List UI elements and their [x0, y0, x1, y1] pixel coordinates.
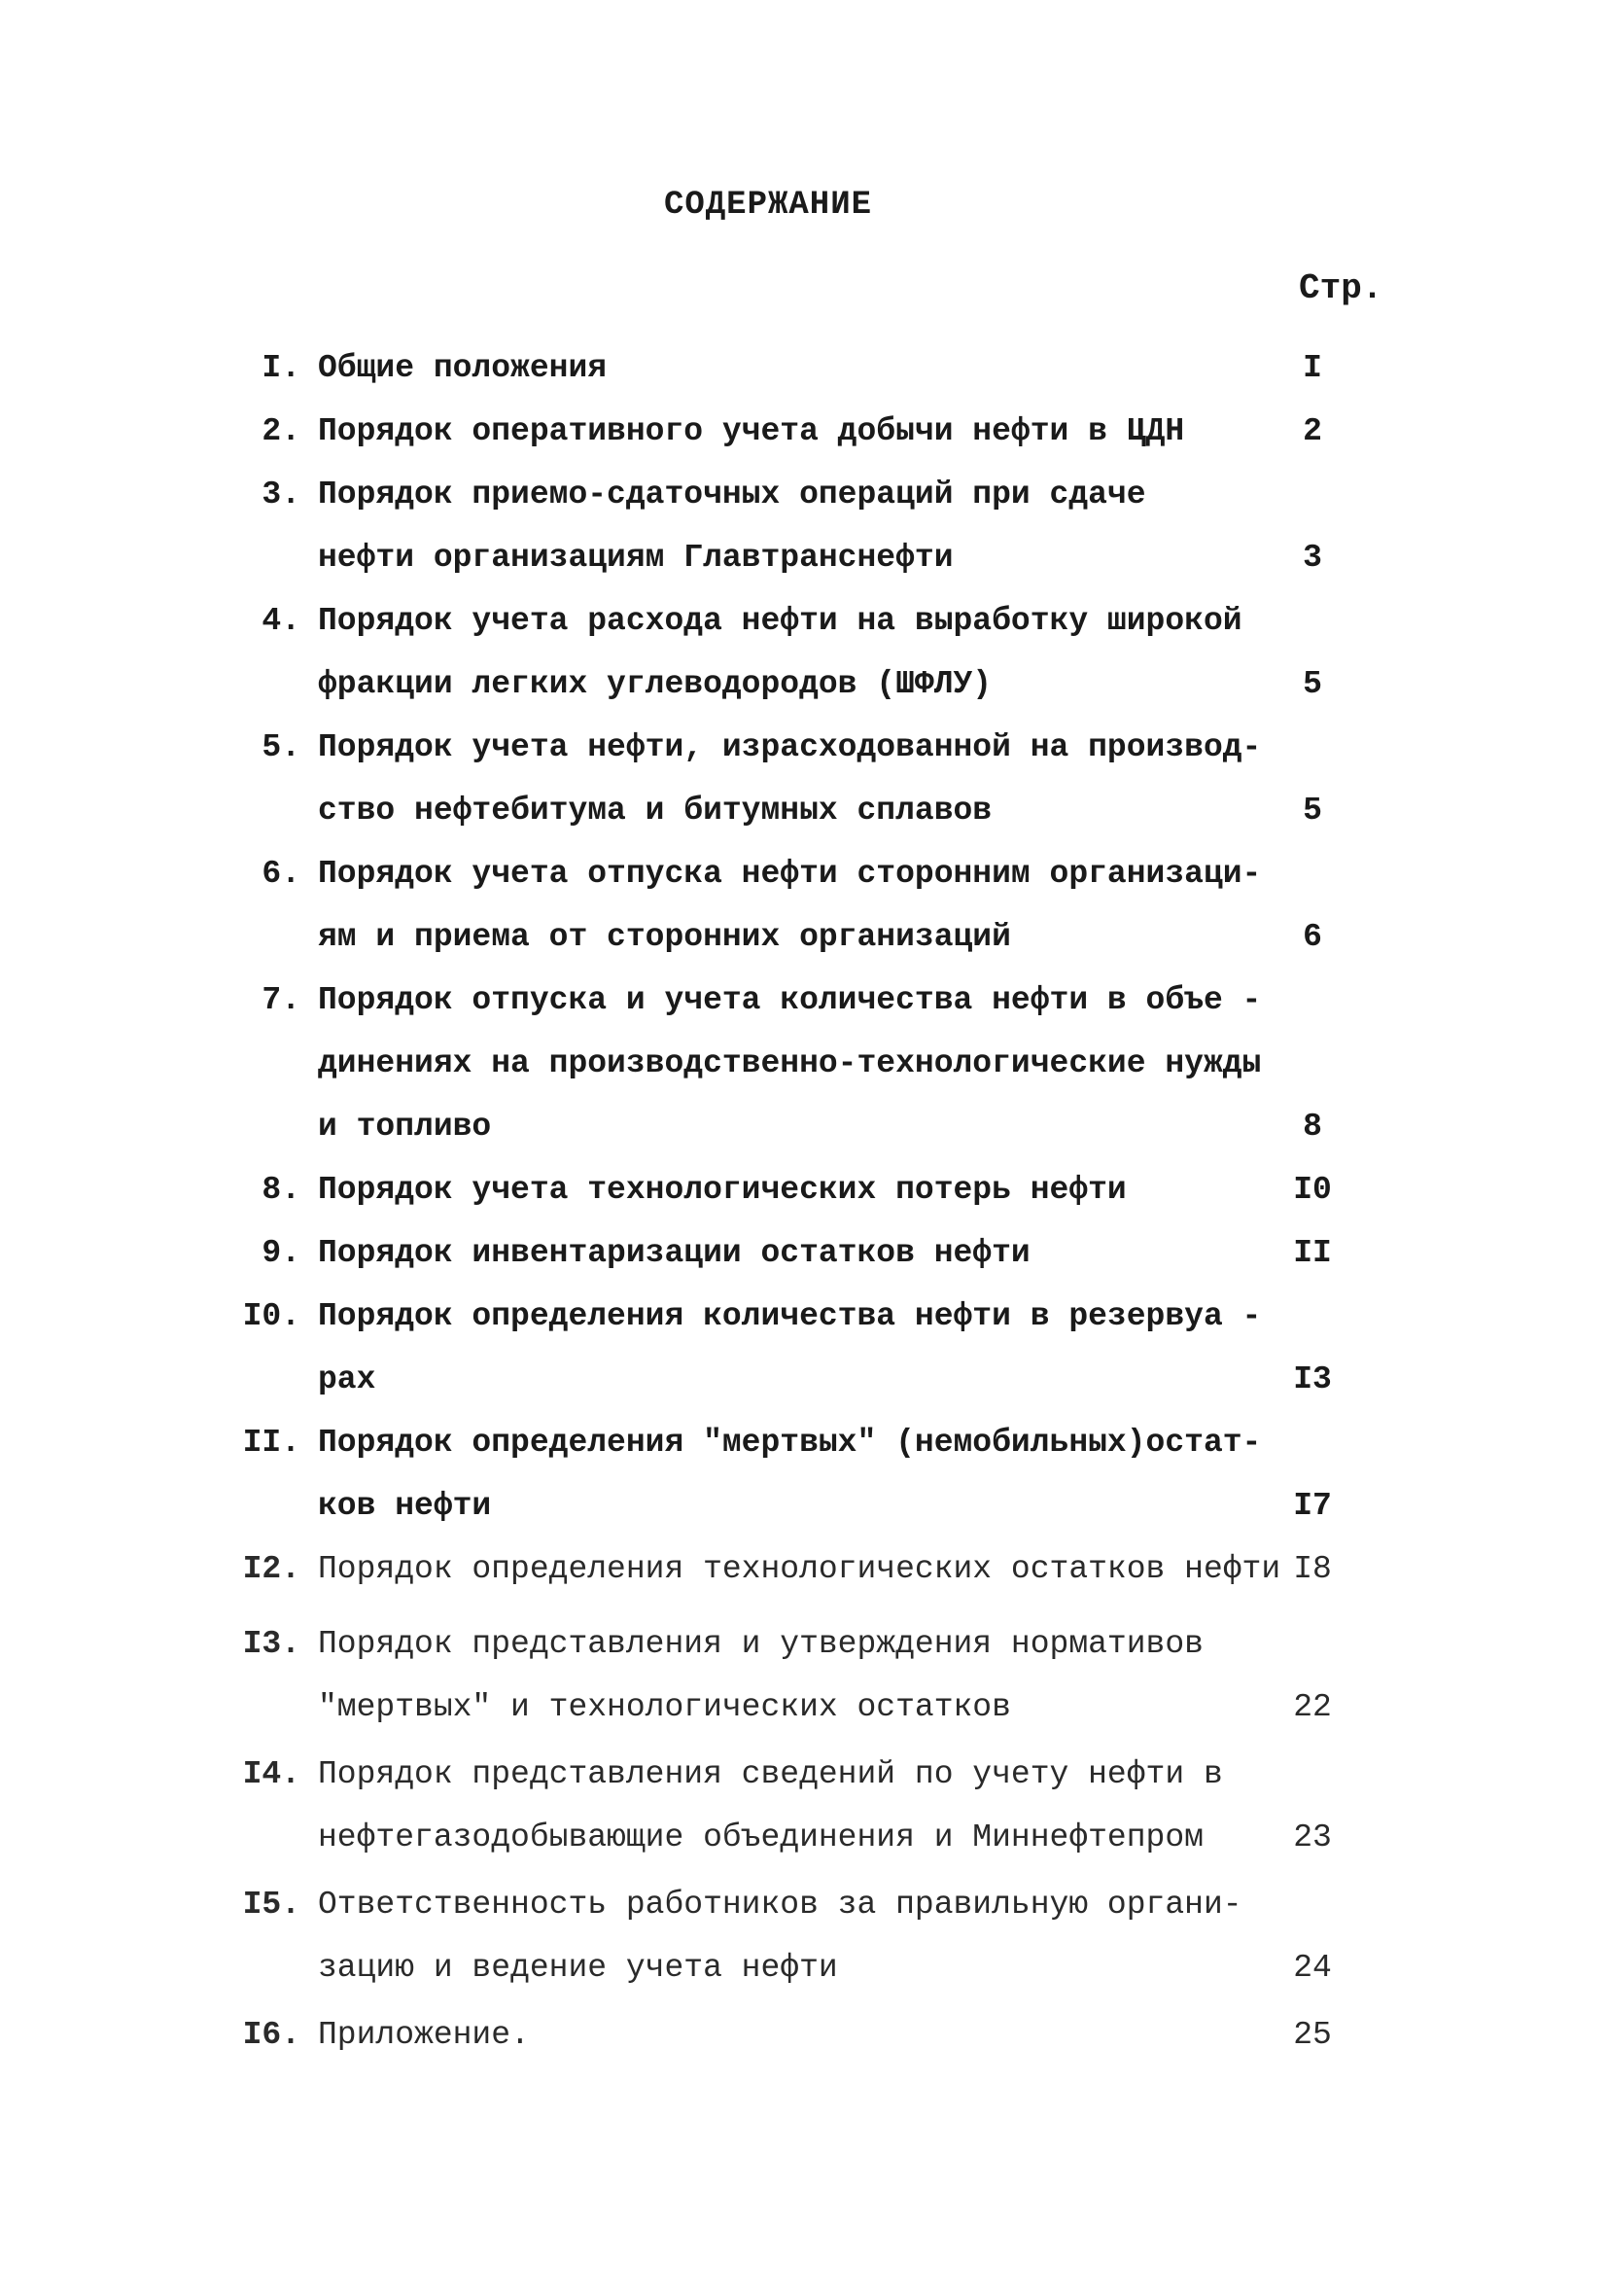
toc-entry — [0, 589, 1608, 716]
toc-entry-line — [0, 1221, 1608, 1285]
toc-entry-page: 25 — [1293, 2017, 1332, 2053]
toc-entry-page: 24 — [1293, 1950, 1332, 1986]
toc-entry — [0, 716, 1608, 842]
toc-entry — [0, 463, 1608, 589]
toc-entry-number: I. — [262, 350, 300, 386]
toc-entry-number: 5. — [262, 729, 300, 765]
toc-entry-line — [0, 653, 1608, 716]
toc-entry-text: нефти организациям Главтранснефти — [318, 540, 954, 576]
toc-entry-text: Порядок учета расхода нефти на выработку широкой — [318, 603, 1242, 639]
toc-entry-line — [0, 2003, 1608, 2066]
toc-entry-line — [0, 1285, 1608, 1348]
toc-entry-page: I3 — [1293, 1361, 1332, 1397]
toc-entry — [0, 1221, 1608, 1285]
toc-entry-line — [0, 1806, 1608, 1869]
toc-entry-line — [0, 1743, 1608, 1806]
toc-entry-line — [0, 463, 1608, 526]
toc-entry-text: Порядок оперативного учета добычи нефти в ЦДН — [318, 413, 1185, 449]
toc-entry-text: Порядок отпуска и учета количества нефти в объе - — [318, 982, 1262, 1018]
toc-entry-number: I6. — [242, 2017, 300, 2053]
toc-entry-line — [0, 526, 1608, 589]
toc-entry-page: 5 — [1303, 666, 1322, 702]
toc-entry-page: I0 — [1293, 1172, 1332, 1208]
toc-entry — [0, 1158, 1608, 1221]
toc-entry-text: ство нефтебитума и битумных сплавов — [318, 793, 993, 829]
toc-entry-number: 9. — [262, 1235, 300, 1271]
toc-entry-line — [0, 1936, 1608, 1999]
toc-entry-text: Порядок учета отпуска нефти сторонним организаци- — [318, 856, 1262, 892]
toc-entry-text: фракции легких углеводородов (ШФЛУ) — [318, 666, 993, 702]
toc-entry-text: динениях на производственно-технологические нужды — [318, 1045, 1262, 1081]
toc-entry — [0, 400, 1608, 463]
toc-entry-text: Приложение. — [318, 2017, 530, 2053]
toc-entry-text: Ответственность работников за правильную органи- — [318, 1887, 1242, 1923]
toc-entry — [0, 336, 1608, 400]
toc-entry-line — [0, 589, 1608, 653]
toc-entry-number: I2. — [242, 1551, 300, 1587]
toc-entry-number: I0. — [242, 1298, 300, 1334]
toc-entry-page: 22 — [1293, 1689, 1332, 1725]
toc-entry — [0, 1743, 1608, 1869]
toc-entry-number: I3. — [242, 1626, 300, 1662]
toc-entry-text: Порядок представления и утверждения нормативов — [318, 1626, 1204, 1662]
toc-entry — [0, 1873, 1608, 1999]
toc-entry-line — [0, 905, 1608, 969]
toc-entry-line — [0, 1348, 1608, 1411]
toc-entry-text: и топливо — [318, 1109, 492, 1145]
toc-entry-page: 3 — [1303, 540, 1322, 576]
toc-entry-line — [0, 1474, 1608, 1537]
toc-entry-line — [0, 779, 1608, 842]
toc-entry-number: 2. — [262, 413, 300, 449]
toc-entry-page: 5 — [1303, 793, 1322, 829]
toc-entry-line — [0, 1676, 1608, 1739]
toc-entry-text: ям и приема от сторонних организаций — [318, 919, 1011, 955]
toc-entry-line — [0, 1873, 1608, 1936]
toc-entry-page: 2 — [1303, 413, 1322, 449]
toc-entry-number: 8. — [262, 1172, 300, 1208]
toc-entry-line — [0, 969, 1608, 1032]
toc-entry-text: Порядок учета технологических потерь нефти — [318, 1172, 1127, 1208]
toc-entry — [0, 1285, 1608, 1411]
toc-entry-text: Порядок определения количества нефти в резервуа - — [318, 1298, 1262, 1334]
table-of-contents — [0, 336, 1608, 2066]
toc-entry-text: Порядок приемо-сдаточных операций при сдаче — [318, 477, 1146, 512]
toc-entry-number: 3. — [262, 477, 300, 512]
toc-entry-text: Порядок представления сведений по учету нефти в — [318, 1756, 1223, 1792]
toc-entry-number: II. — [242, 1425, 300, 1461]
toc-entry-line — [0, 1537, 1608, 1601]
toc-entry-number: 4. — [262, 603, 300, 639]
toc-entry-line — [0, 1032, 1608, 1095]
toc-entry-page: I8 — [1293, 1551, 1332, 1587]
toc-entry-number: 7. — [262, 982, 300, 1018]
toc-entry-line — [0, 1612, 1608, 1676]
toc-entry-line — [0, 716, 1608, 779]
toc-entry-line — [0, 400, 1608, 463]
toc-entry-line — [0, 842, 1608, 905]
toc-entry-text: Порядок учета нефти, израсходованной на производ- — [318, 729, 1262, 765]
toc-entry-line — [0, 1411, 1608, 1474]
page-column-label: Стр. — [1299, 268, 1383, 308]
toc-entry-text: Порядок определения "мертвых" (немобильных)остат- — [318, 1425, 1262, 1461]
toc-entry — [0, 1612, 1608, 1739]
toc-entry-text: "мертвых" и технологических остатков — [318, 1689, 1011, 1725]
toc-entry — [0, 842, 1608, 969]
toc-entry-number: I4. — [242, 1756, 300, 1792]
toc-entry-line — [0, 1095, 1608, 1158]
toc-entry — [0, 2003, 1608, 2066]
toc-entry-page: I7 — [1293, 1488, 1332, 1524]
page-title: СОДЕРЖАНИЕ — [663, 187, 873, 224]
toc-entry — [0, 1537, 1608, 1601]
toc-entry — [0, 1411, 1608, 1537]
toc-entry-page: 8 — [1303, 1109, 1322, 1145]
toc-entry-text: зацию и ведение учета нефти — [318, 1950, 838, 1986]
toc-entry — [0, 969, 1608, 1158]
toc-entry-text: Порядок определения технологических остатков нефти — [318, 1551, 1281, 1587]
toc-entry-number: 6. — [262, 856, 300, 892]
toc-entry-page: 23 — [1293, 1819, 1332, 1855]
toc-entry-line — [0, 336, 1608, 400]
toc-entry-text: Общие положения — [318, 350, 608, 386]
toc-entry-text: Порядок инвентаризации остатков нефти — [318, 1235, 1031, 1271]
toc-entry-page: II — [1293, 1235, 1332, 1271]
toc-entry-number: I5. — [242, 1887, 300, 1923]
toc-entry-text: рах — [318, 1361, 376, 1397]
toc-entry-text: ков нефти — [318, 1488, 492, 1524]
toc-entry-page: 6 — [1303, 919, 1322, 955]
toc-entry-line — [0, 1158, 1608, 1221]
toc-entry-page: I — [1303, 350, 1322, 386]
toc-entry-text: нефтегазодобывающие объединения и Миннефтепром — [318, 1819, 1204, 1855]
